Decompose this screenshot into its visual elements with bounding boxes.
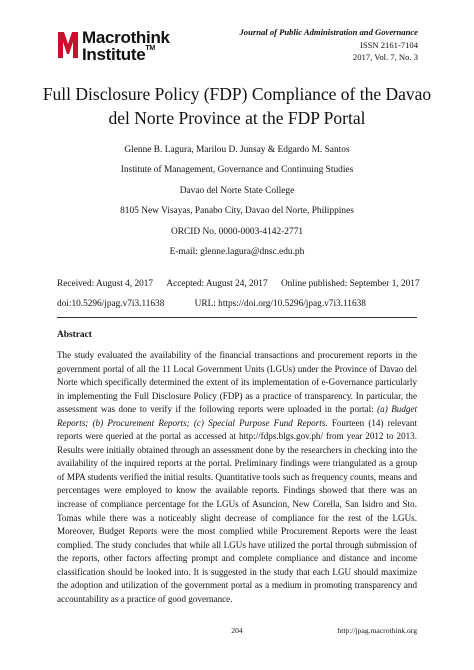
abstract-part-1: The study evaluated the availability of the financial transactions and procurement reports in the government portal of all the 11 Local Government Units (LGUs) under the Province of Davao del Norte which specifically determined the extent of its implementation of e-Governance particularly in implementing the Full Disclosure Policy (FDP) as a practice of transparency. In particular, the assessment was done to verify if the following reports were uploaded in the portal: bbox=[57, 350, 417, 415]
journal-info bbox=[239, 26, 418, 64]
affiliation-institute: Institute of Management, Governance and Continuing Studies bbox=[120, 165, 354, 176]
published-date: Online published: September 1, 2017 bbox=[280, 279, 420, 289]
accepted-date: Accepted: August 24, 2017 bbox=[166, 279, 268, 289]
title-line-2: del Norte Province at the FDP Portal bbox=[108, 108, 366, 128]
publication-dates bbox=[57, 274, 420, 294]
logo-text-institute: Institute™ bbox=[82, 45, 155, 64]
doi-line bbox=[57, 294, 420, 314]
publisher-logo bbox=[58, 26, 218, 70]
abstract-part-2: . Fourteen (14) relevant reports were queried at the portal as accessed at http://fdps.blgs.gov.ph/ from year 2012 to 2013. Results were initially obtained through an assessment done by the researchers in checking into the availability of the inquired reports at the portal. Preliminary findings were triangulated as a group of MPA students verified the initial results. Quantitative tools such as frequency counts, means and percentages were employed to know the available reports. Findings showed that there was an increase of compliance percentage for the LGUs of Asuncion, New Corella, San Isidro and Sto. Tomas while there was a noticeably slight decrease of compliance for the rest of the LGUs. Moreover, Budget Reports were the most complied while Procurement Reports were the least complied. The study concludes that while all LGUs have utilized the portal through submission of the reports, other factors affecting prompt and complete compliance and distance and income classification should be looked into. It is suggested in the study that each LGU should maximize the adoption and utilization of the government portal as a medium in promoting transparency and accountability as a practice of good governance. bbox=[57, 417, 417, 604]
section-divider bbox=[57, 317, 417, 318]
publication-info bbox=[57, 274, 420, 314]
author-orcid: ORCID No. 0000-0003-4142-2771 bbox=[170, 226, 304, 237]
author-block bbox=[40, 140, 434, 262]
journal-issn: ISSN 2161-7104 bbox=[359, 39, 418, 50]
authors: Glenne B. Lagura, Marilou D. Junsay & Edgardo M. Santos bbox=[124, 145, 350, 155]
trademark-mark: TM bbox=[145, 45, 155, 52]
logo-text-macrothink: Macrothink bbox=[82, 28, 170, 47]
page-number: 204 bbox=[231, 626, 243, 635]
abstract-text bbox=[57, 349, 417, 606]
abstract-heading: Abstract bbox=[57, 330, 92, 340]
received-date: Received: August 4, 2017 bbox=[57, 279, 154, 289]
footer-url[interactable]: http://jpag.macrothink.org bbox=[337, 626, 417, 635]
journal-volume: 2017, Vol. 7, No. 3 bbox=[352, 52, 418, 62]
doi[interactable]: doi:10.5296/jpag.v7i3.11638 bbox=[57, 299, 165, 309]
affiliation-address: 8105 New Visayas, Panabo City, Davao del Norte, Philippines bbox=[120, 206, 354, 217]
author-email[interactable]: E-mail: glenne.lagura@dnsc.edu.ph bbox=[169, 247, 305, 258]
doi-url[interactable]: URL: https://doi.org/10.5296/jpag.v7i3.11638 bbox=[194, 299, 366, 309]
macrothink-logo-icon bbox=[58, 28, 78, 58]
title-line-1: Full Disclosure Policy (FDP) Compliance of the Davao bbox=[42, 84, 432, 104]
article-title bbox=[40, 82, 434, 130]
affiliation-college: Davao del Norte State College bbox=[179, 185, 295, 196]
abstract-report-types: (a) Budget Reports; (b) Procurement Reports; (c) Special Purpose Fund Reports bbox=[57, 404, 417, 428]
journal-name: Journal of Public Administration and Governance bbox=[239, 27, 418, 37]
